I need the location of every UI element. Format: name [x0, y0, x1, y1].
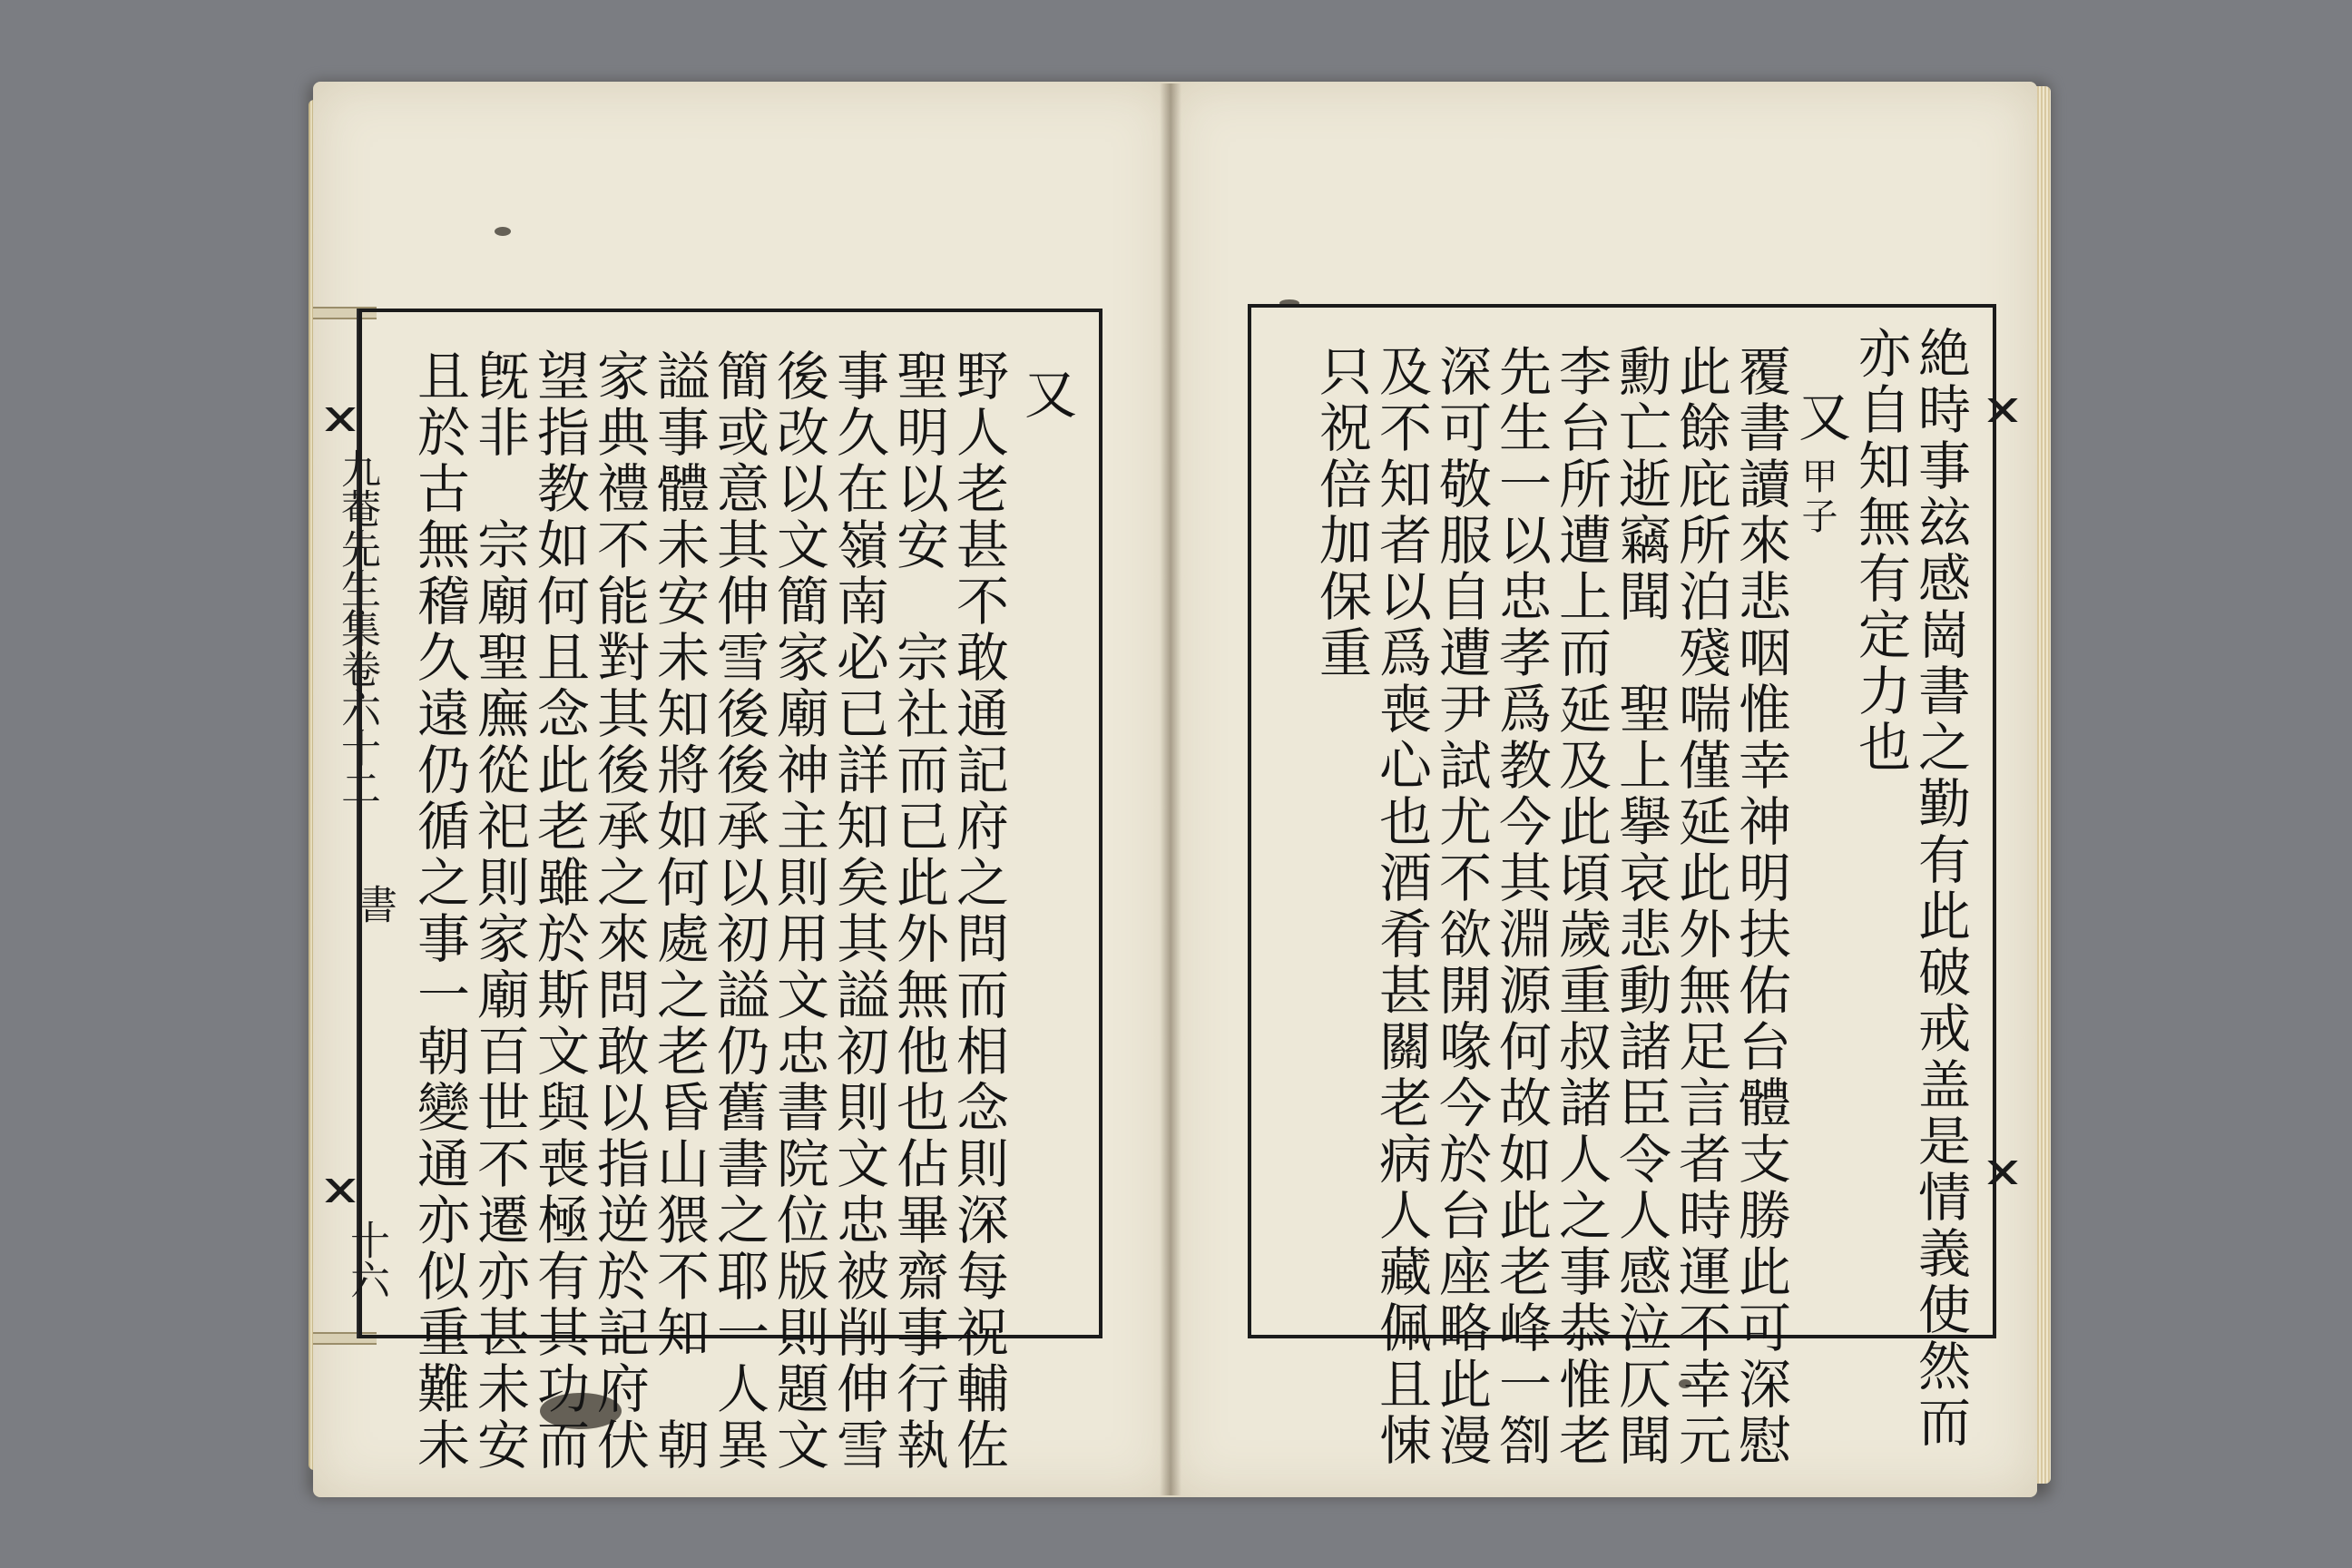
text-column-1: 又	[1015, 367, 1077, 423]
text-column-7: 謚事體未安未知將如何處之老昏山猥不知 朝	[648, 348, 710, 1474]
ink-speck	[495, 227, 511, 236]
text-column-8: 家典禮不能對其後承之來問敢以指逆於記府伏	[588, 348, 650, 1474]
text-column-10: 及不知者以爲喪心也酒肴甚關老病人藏佩且悚	[1370, 344, 1432, 1469]
text-column-9: 望指教如何且念此老雖於斯文與喪極有其功而	[528, 348, 590, 1474]
text-column-2: 野人老甚不敢通記府之問而相念則深每祝輔佐	[947, 348, 1009, 1474]
margin-title: 九菴先生集卷六十二	[334, 448, 380, 808]
text-column-note: 甲子	[1796, 457, 1838, 537]
fishtail-mark-top	[315, 407, 366, 431]
text-column-10: 旣非 宗廟聖廡從祀則家廟百世不遷亦甚未安	[468, 348, 530, 1474]
fishtail-mark-top	[1977, 398, 2028, 422]
text-column-4: 事久在嶺南必已詳知矣其謚初則文忠被削伸雪	[828, 348, 889, 1474]
text-column-5: 此餘庇所泊殘喘僅延此外無足言者時運不幸元	[1670, 344, 1731, 1469]
text-column-6: 勳亡逝竊聞 聖上擧哀悲動諸臣令人感泣仄聞	[1610, 344, 1671, 1469]
text-column-1: 絶時事玆感崗書之勤有此破戒盖是情義使然而	[1909, 326, 1971, 1451]
margin-page-number: 十六	[343, 1220, 389, 1299]
left-text-frame	[334, 309, 1102, 1474]
text-column-11: 且於古無稽久遠仍循之事一朝變通亦似重難未	[408, 348, 470, 1474]
text-column-4: 覆書讀來悲咽惟幸神明扶佑台體支勝此可深慰	[1730, 344, 1791, 1469]
text-column-9: 深可敬服自遭尹試尤不欲開喙今於台座略此漫	[1430, 344, 1492, 1469]
text-column-11: 只祝倍加保重	[1310, 344, 1372, 681]
text-column-2: 亦自知無有定力也	[1849, 326, 1911, 776]
text-column-3: 又	[1789, 389, 1851, 446]
fishtail-mark-bottom	[315, 1179, 366, 1202]
book-gutter	[1160, 83, 1181, 1495]
text-column-6: 簡或意其伸雪後後承以初謚仍舊書之耶一人異	[708, 348, 769, 1474]
text-column-8: 先生一以忠孝爲教今其淵源何故如此老峰一劄	[1490, 344, 1552, 1469]
text-column-3: 聖明以安 宗社而已此外無他也佔畢齋事行執	[887, 348, 949, 1474]
text-column-5: 後改以文簡家廟神主則用文忠書院位版則題文	[768, 348, 829, 1474]
right-text-frame	[1248, 304, 1996, 1469]
text-column-7: 李台所遭上而延及此頃歲重叔諸人之事恭惟老	[1550, 344, 1612, 1469]
fishtail-mark-bottom	[1977, 1161, 2028, 1184]
margin-section: 書	[350, 884, 397, 924]
